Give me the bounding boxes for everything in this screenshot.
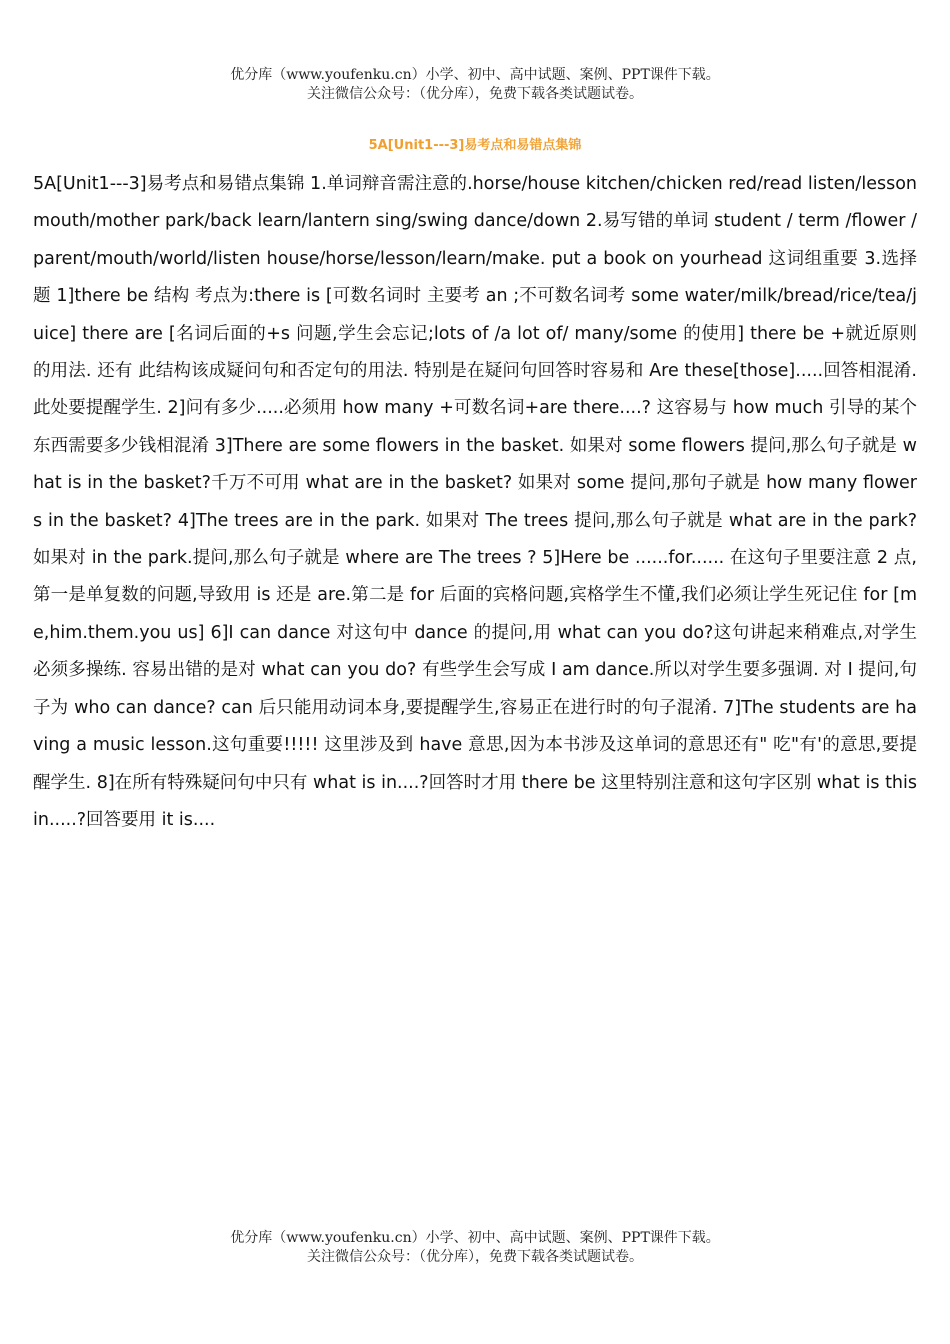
- document-title: 5A[Unit1---3]易考点和易错点集锦: [368, 138, 582, 153]
- page-header: [0, 66, 950, 104]
- footer-line-2: 关注微信公众号：（优分库），免费下载各类试题试卷。: [307, 1249, 643, 1265]
- footer-line-1: 优分库（www.youfenku.cn）小学、初中、高中试题、案例、PPT课件下载。: [230, 1230, 720, 1246]
- header-line-2: 关注微信公众号：（优分库），免费下载各类试题试卷。: [307, 86, 643, 102]
- page-footer: [0, 1229, 950, 1267]
- document-body: 5A[Unit1---3]易考点和易错点集锦 1.单词辩音需注意的.horse/house kitchen/chicken red/read listen/lesson mouth/mother park/back learn/lantern sing/swing dance/down 2.易写错的单词 student / term /flower /parent/mouth/world/listen house/horse/lesson/learn/make. put a book on yourhead 这词组重要 3.选择题 1]there be 结构 考点为:there is [可数名词时 主要考 an ;不可数名词考 some water/milk/bread/rice/tea/juice] there are [名词后面的+s 问题,学生会忘记;lots of /a lot of/ many/some 的使用] there be +就近原则的用法. 还有 此结构该成疑问句和否定句的用法. 特别是在疑问句回答时容易和 Are these[those].....回答相混淆.此处要提醒学生. 2]问有多少.....必须用 how many +可数名词+are there....? 这容易与 how much 引导的某个东西需要多少钱相混淆 3]There are some flowers in the basket. 如果对 some flowers 提问,那么句子就是 what is in the basket?千万不可用 what are in the basket? 如果对 some 提问,那句子就是 how many flowers in the basket? 4]The trees are in the park. 如果对 The trees 提问,那么句子就是 what are in the park? 如果对 in the park.提问,那么句子就是 where are The trees ? 5]Here be ......for...... 在这句子里要注意 2 点,第一是单复数的问题,导致用 is 还是 are.第二是 for 后面的宾格问题,宾格学生不懂,我们必须让学生死记住 for [me,him.them.you us] 6]I can dance 对这句中 dance 的提问,用 what can you do?这句讲起来稍难点,对学生必须多操练. 容易出错的是对 what can you do? 有些学生会写成 I am dance.所以对学生要多强调. 对 I 提问,句子为 who can dance? can 后只能用动词本身,要提醒学生,容易正在进行时的句子混淆. 7]The students are having a music lesson.这句重要!!!!! 这里涉及到 have 意思,因为本书涉及这单词的意思还有" 吃"有'的意思,要提醒学生. 8]在所有特殊疑问句中只有 what is in....?回答时才用 there be 这里特别注意和这句字区别 what is this in.....?回答要用 it is....: [33, 174, 917, 830]
- header-line-1: 优分库（www.youfenku.cn）小学、初中、高中试题、案例、PPT课件下载。: [230, 67, 720, 83]
